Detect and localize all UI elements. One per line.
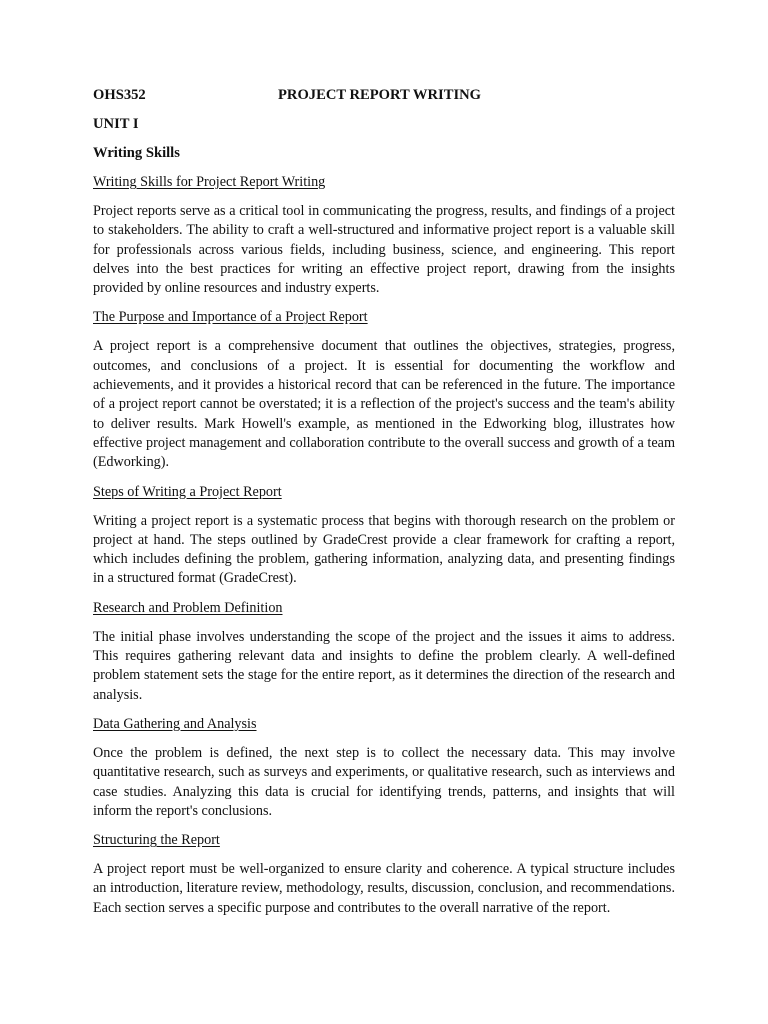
course-code: OHS352 [93,87,146,103]
course-title: PROJECT REPORT WRITING [278,87,482,103]
section-heading: Research and Problem Definition [93,599,283,616]
section-paragraph: A project report must be well-organized to ensure clarity and coherence. A typical structure includes an introduction, literature review, methodology, results, discussion, conclusion, and recommendations. Each section serves a specific purpose and contributes to the overall narrative of the report. [93,861,675,916]
document-page [93,86,675,928]
section-paragraph: Project reports serve as a critical tool in communicating the progress, results, and findings of a project to stakeholders. The ability to craft a well-structured and informative project report is a valuable skill for professionals across various fields, including business, science, and engineering. This report delves into the best practices for writing an effective project report, drawing from the insights provided by online resources and industry experts. [93,203,675,297]
section-heading: Steps of Writing a Project Report [93,483,282,500]
unit-label: UNIT I [93,116,139,132]
section-heading: The Purpose and Importance of a Project Report [93,309,368,326]
section-paragraph: The initial phase involves understanding the scope of the project and the issues it aims to address. This requires gathering relevant data and insights to define the problem clearly. A well-defined problem statement sets the stage for the entire report, as it determines the direction of the research and analysis. [93,628,675,703]
section-heading: Writing Skills for Project Report Writing [93,174,326,190]
section-paragraph: Writing a project report is a systematic process that begins with thorough research on the problem or project at hand. The steps outlined by GradeCrest provide a clear framework for crafting a report, which includes defining the problem, gathering information, analyzing data, and presenting findings in a structured format (GradeCrest). [93,512,675,587]
section-heading: Structuring the Report [93,832,220,849]
section-heading: Data Gathering and Analysis [93,715,257,732]
section-paragraph: Once the problem is defined, the next step is to collect the necessary data. This may involve quantitative research, such as surveys and experiments, or qualitative research, such as interviews and case studies. Analyzing this data is crucial for identifying trends, patterns, and insights that will inform the report's conclusions. [93,744,675,819]
title-row [93,86,675,105]
main-heading: Writing Skills [93,145,180,161]
section-paragraph: A project report is a comprehensive document that outlines the objectives, strategies, progress, outcomes, and conclusions of a project. It is essential for documenting the workflow and achievements, and it provides a historical record that can be referenced in the future. The importance of a project report cannot be overstated; it is a reflection of the project's success and the team's ability to deliver results. Mark Howell's example, as mentioned in the Edworking blog, illustrates how effective project management and collaboration contribute to the overall success and growth of a team (Edworking). [93,338,675,471]
